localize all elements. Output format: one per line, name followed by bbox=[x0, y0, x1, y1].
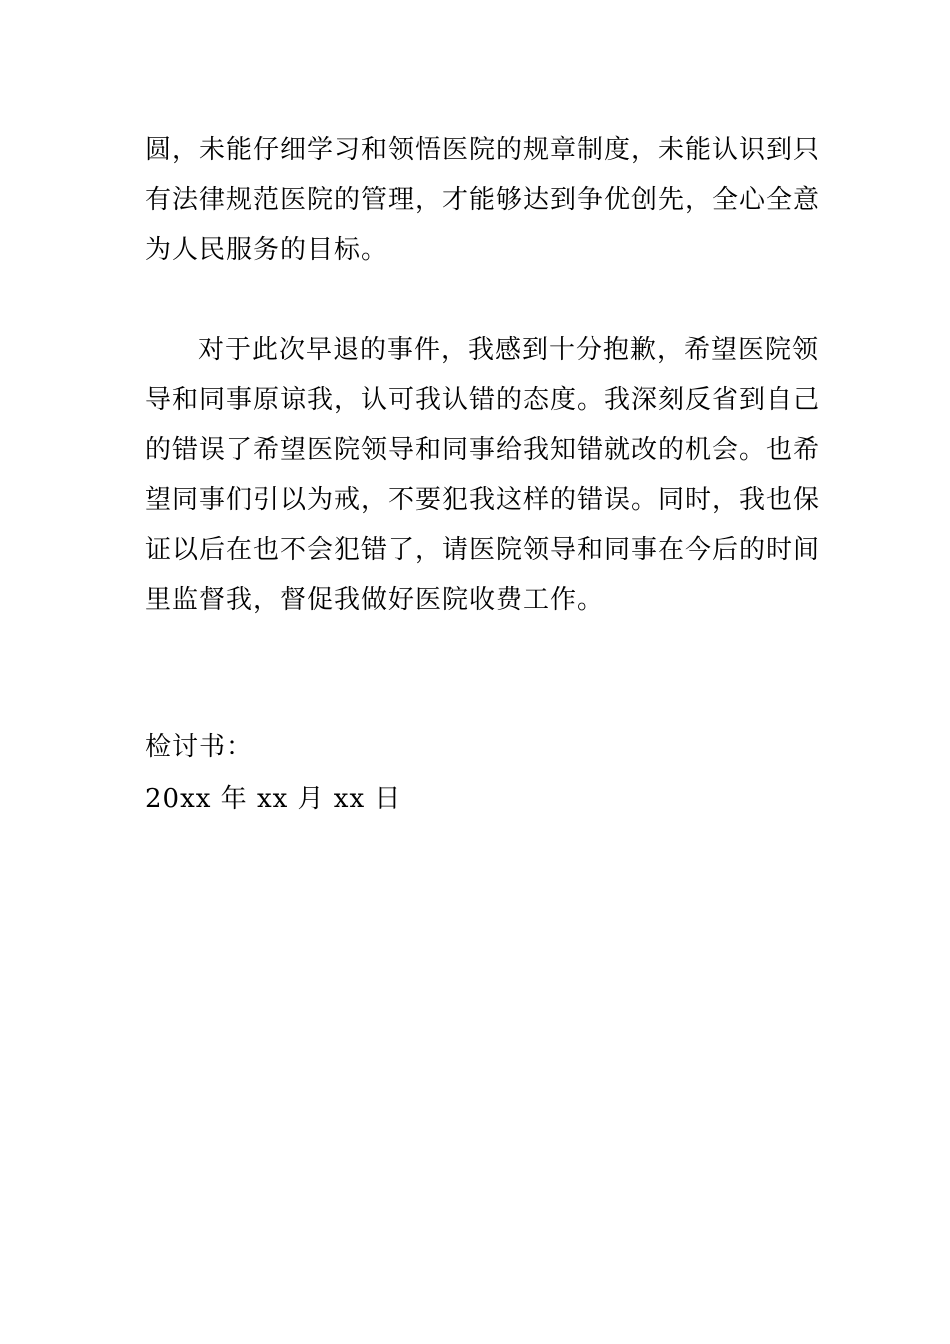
paragraph-2-line-6: 里监督我，督促我做好医院收费工作。 bbox=[145, 585, 605, 615]
paragraph-2-line-4: 望同事们引以为戒，不要犯我这样的错误。同时，我也保 bbox=[145, 485, 821, 515]
paragraph-1-line-1: 圆，未能仔细学习和领悟医院的规章制度，未能认识到只 bbox=[145, 135, 821, 165]
paragraph-2-line-3: 的错误了希望医院领导和同事给我知错就改的机会。也希 bbox=[145, 435, 821, 465]
paragraph-2-line-5: 证以后在也不会犯错了，请医院领导和同事在今后的时间 bbox=[145, 535, 821, 565]
paragraph-1-line-2: 有法律规范医院的管理，才能够达到争优创先，全心全意 bbox=[145, 185, 821, 215]
paragraph-2-line-2: 导和同事原谅我，认可我认错的态度。我深刻反省到自己 bbox=[145, 385, 821, 415]
paragraph-1-line-3: 为人民服务的目标。 bbox=[145, 235, 389, 265]
paragraph-2-line-1: 对于此次早退的事件，我感到十分抱歉，希望医院领 bbox=[198, 335, 820, 365]
signature-label: 检讨书： bbox=[145, 732, 254, 762]
signature-date: 20xx 年 xx 月 xx 日 bbox=[145, 784, 402, 814]
